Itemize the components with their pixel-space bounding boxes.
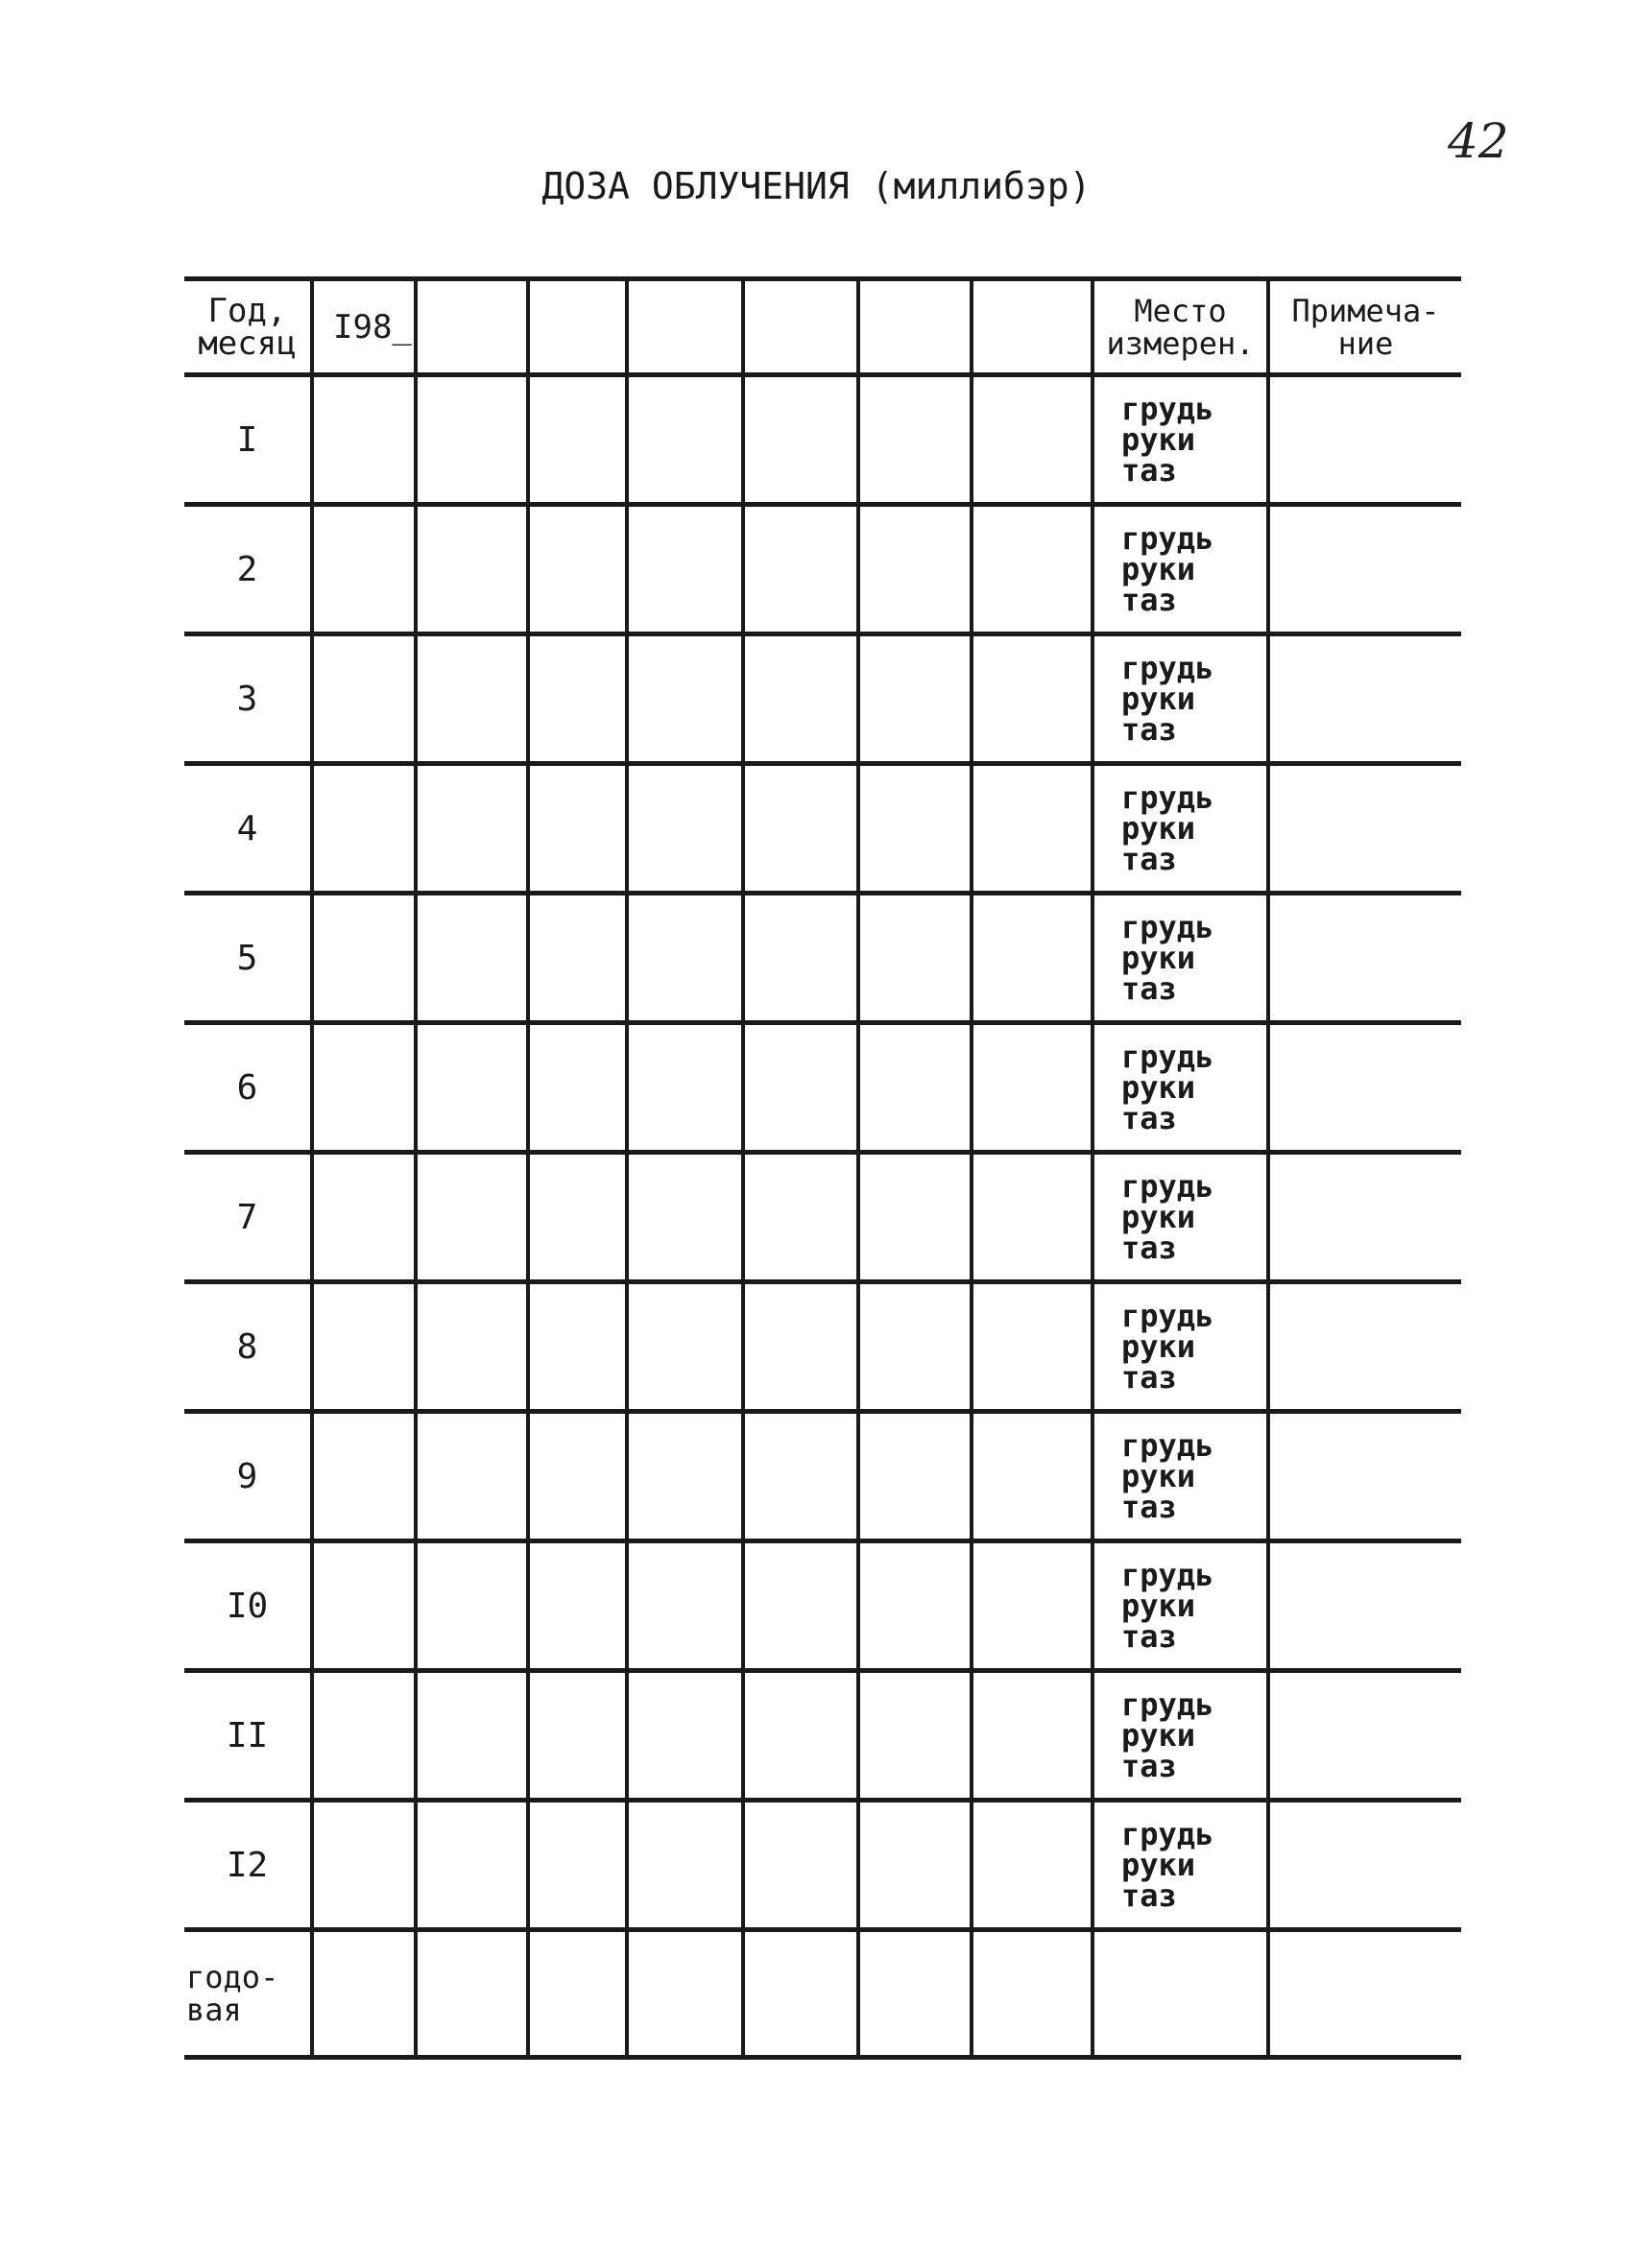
dose-entry-cell[interactable] xyxy=(743,764,858,894)
dose-entry-cell[interactable] xyxy=(627,1412,743,1541)
measurement-place-cell xyxy=(1093,505,1268,634)
dose-entry-cell[interactable] xyxy=(858,1023,972,1153)
dose-entry-cell[interactable] xyxy=(972,1282,1093,1412)
table-row xyxy=(184,764,1461,894)
header-cell-blank[interactable] xyxy=(858,279,972,375)
dose-entry-cell[interactable] xyxy=(312,894,416,1023)
header-cell-blank[interactable] xyxy=(972,279,1093,375)
dose-entry-cell[interactable] xyxy=(528,1412,627,1541)
annual-dose-cell[interactable] xyxy=(858,1930,972,2058)
header-row xyxy=(184,279,1461,375)
dose-entry-cell[interactable] xyxy=(312,1282,416,1412)
measurement-place-cell xyxy=(1093,764,1268,894)
dose-entry-cell[interactable] xyxy=(972,1541,1093,1671)
body-part-label: руки xyxy=(1121,1717,1196,1754)
dose-entry-cell[interactable] xyxy=(858,375,972,505)
dose-entry-cell[interactable] xyxy=(528,894,627,1023)
dose-entry-cell[interactable] xyxy=(416,894,528,1023)
header-year-month-line-1: Год, xyxy=(207,291,287,330)
header-cell-blank[interactable] xyxy=(743,279,858,375)
dose-entry-cell[interactable] xyxy=(528,764,627,894)
page-number: 42 xyxy=(1448,113,1509,169)
annual-place-cell[interactable] xyxy=(1093,1930,1268,2058)
dose-entry-cell[interactable] xyxy=(627,634,743,764)
dose-entry-cell[interactable] xyxy=(972,1412,1093,1541)
header-note xyxy=(1268,279,1461,375)
dose-entry-cell[interactable] xyxy=(416,1282,528,1412)
month-label: I0 xyxy=(184,1541,312,1671)
dose-entry-cell[interactable] xyxy=(858,1541,972,1671)
dose-entry-cell[interactable] xyxy=(743,1412,858,1541)
note-cell[interactable] xyxy=(1268,1023,1461,1153)
dose-entry-cell[interactable] xyxy=(858,634,972,764)
table-row xyxy=(184,1412,1461,1541)
measurement-place-cell xyxy=(1093,634,1268,764)
dose-entry-cell[interactable] xyxy=(972,375,1093,505)
dose-entry-cell[interactable] xyxy=(627,1801,743,1930)
body-part-label: грудь xyxy=(1121,1427,1214,1464)
measurement-place-cell xyxy=(1093,1801,1268,1930)
measurement-place-cell xyxy=(1093,1023,1268,1153)
note-cell[interactable] xyxy=(1268,505,1461,634)
dose-entry-cell[interactable] xyxy=(858,505,972,634)
dose-entry-cell[interactable] xyxy=(627,764,743,894)
dose-entry-cell[interactable] xyxy=(743,375,858,505)
note-cell[interactable] xyxy=(1268,1801,1461,1930)
body-part-label: руки xyxy=(1121,810,1196,847)
dose-entry-cell[interactable] xyxy=(972,1153,1093,1282)
month-label: 9 xyxy=(184,1412,312,1541)
dose-entry-cell[interactable] xyxy=(312,375,416,505)
annual-total-label xyxy=(184,1930,312,2058)
body-part-label: руки xyxy=(1121,1199,1196,1235)
body-part-label: грудь xyxy=(1121,1686,1214,1723)
measurement-place-cell xyxy=(1093,1153,1268,1282)
annual-dose-cell[interactable] xyxy=(743,1930,858,2058)
body-part-label: грудь xyxy=(1121,520,1214,557)
dose-entry-cell[interactable] xyxy=(858,1671,972,1801)
header-cell-blank[interactable] xyxy=(416,279,528,375)
dose-entry-cell[interactable] xyxy=(312,764,416,894)
dose-entry-cell[interactable] xyxy=(858,764,972,894)
header-cell-blank[interactable] xyxy=(627,279,743,375)
body-part-label: таз xyxy=(1121,1748,1177,1784)
dose-entry-cell[interactable] xyxy=(627,1023,743,1153)
dose-entry-cell[interactable] xyxy=(528,1282,627,1412)
dose-entry-cell[interactable] xyxy=(528,375,627,505)
header-year-month xyxy=(184,279,312,375)
table-row xyxy=(184,505,1461,634)
header-measurement-place-line-2: измерен. xyxy=(1106,324,1255,362)
body-part-label: грудь xyxy=(1121,1168,1214,1205)
dose-entry-cell[interactable] xyxy=(743,894,858,1023)
table-body xyxy=(184,279,1461,2058)
body-part-label: грудь xyxy=(1121,1816,1214,1852)
dose-entry-cell[interactable] xyxy=(416,764,528,894)
dose-entry-cell[interactable] xyxy=(312,1671,416,1801)
dose-entry-cell[interactable] xyxy=(743,1541,858,1671)
dose-entry-cell[interactable] xyxy=(416,1023,528,1153)
table-row xyxy=(184,1671,1461,1801)
table-row xyxy=(184,1023,1461,1153)
dose-entry-cell[interactable] xyxy=(972,1671,1093,1801)
dose-entry-cell[interactable] xyxy=(858,894,972,1023)
month-label: 2 xyxy=(184,505,312,634)
month-label: 8 xyxy=(184,1282,312,1412)
body-part-label: руки xyxy=(1121,680,1196,717)
dose-entry-cell[interactable] xyxy=(972,1023,1093,1153)
month-label: 6 xyxy=(184,1023,312,1153)
body-part-label: грудь xyxy=(1121,1039,1214,1075)
dose-entry-cell[interactable] xyxy=(627,505,743,634)
body-part-label: таз xyxy=(1121,1489,1177,1525)
note-cell[interactable] xyxy=(1268,1671,1461,1801)
body-part-label: таз xyxy=(1121,1618,1177,1655)
month-label: 4 xyxy=(184,764,312,894)
body-part-label: руки xyxy=(1121,1458,1196,1494)
dose-entry-cell[interactable] xyxy=(627,1153,743,1282)
body-part-label: руки xyxy=(1121,1588,1196,1624)
month-label: I xyxy=(184,375,312,505)
table-row xyxy=(184,375,1461,505)
dose-entry-cell[interactable] xyxy=(312,1153,416,1282)
dose-entry-cell[interactable] xyxy=(627,894,743,1023)
dose-entry-cell[interactable] xyxy=(416,1541,528,1671)
document-title: ДОЗА ОБЛУЧЕНИЯ (миллибэр) xyxy=(541,165,1092,207)
header-measurement-place xyxy=(1093,279,1268,375)
dose-entry-cell[interactable] xyxy=(528,1153,627,1282)
note-cell[interactable] xyxy=(1268,1412,1461,1541)
dose-entry-cell[interactable] xyxy=(528,1541,627,1671)
dose-entry-cell[interactable] xyxy=(416,375,528,505)
dose-entry-cell[interactable] xyxy=(972,764,1093,894)
note-cell[interactable] xyxy=(1268,1153,1461,1282)
dose-entry-cell[interactable] xyxy=(627,1541,743,1671)
note-cell[interactable] xyxy=(1268,1282,1461,1412)
dose-entry-cell[interactable] xyxy=(312,1412,416,1541)
annual-total-row xyxy=(184,1930,1461,2058)
header-note-line-1: Примеча- xyxy=(1291,292,1440,329)
annual-total-label-line: вая xyxy=(186,1992,242,2028)
dose-entry-cell[interactable] xyxy=(416,1801,528,1930)
measurement-place-cell xyxy=(1093,894,1268,1023)
dose-entry-cell[interactable] xyxy=(528,634,627,764)
annual-note-cell[interactable] xyxy=(1268,1930,1461,2058)
dose-entry-cell[interactable] xyxy=(972,894,1093,1023)
measurement-place-cell xyxy=(1093,1541,1268,1671)
note-cell[interactable] xyxy=(1268,894,1461,1023)
dose-entry-cell[interactable] xyxy=(528,505,627,634)
dose-entry-cell[interactable] xyxy=(743,1282,858,1412)
month-label: 5 xyxy=(184,894,312,1023)
dose-entry-cell[interactable] xyxy=(972,1801,1093,1930)
dose-entry-cell[interactable] xyxy=(416,1412,528,1541)
header-measurement-place-line-1: Место xyxy=(1134,292,1227,329)
table-row xyxy=(184,894,1461,1023)
body-part-label: руки xyxy=(1121,551,1196,587)
dose-entry-cell[interactable] xyxy=(312,634,416,764)
body-part-label: грудь xyxy=(1121,391,1214,427)
dose-entry-cell[interactable] xyxy=(627,1671,743,1801)
table-row xyxy=(184,1541,1461,1671)
body-part-label: руки xyxy=(1121,940,1196,976)
dose-entry-cell[interactable] xyxy=(743,634,858,764)
body-part-label: таз xyxy=(1121,582,1177,618)
dose-entry-cell[interactable] xyxy=(972,634,1093,764)
body-part-label: руки xyxy=(1121,1328,1196,1365)
dose-entry-cell[interactable] xyxy=(627,375,743,505)
dose-entry-cell[interactable] xyxy=(858,1412,972,1541)
annual-dose-cell[interactable] xyxy=(627,1930,743,2058)
body-part-label: грудь xyxy=(1121,779,1214,816)
dose-entry-cell[interactable] xyxy=(972,505,1093,634)
dose-entry-cell[interactable] xyxy=(312,1541,416,1671)
annual-total-label-line: годо- xyxy=(186,1959,279,1995)
dose-entry-cell[interactable] xyxy=(858,1282,972,1412)
dose-table xyxy=(184,276,1461,2060)
body-part-label: таз xyxy=(1121,1359,1177,1396)
measurement-place-cell xyxy=(1093,1671,1268,1801)
note-cell[interactable] xyxy=(1268,634,1461,764)
body-part-label: грудь xyxy=(1121,650,1214,686)
dose-entry-cell[interactable] xyxy=(416,634,528,764)
dose-entry-cell[interactable] xyxy=(627,1282,743,1412)
dose-entry-cell[interactable] xyxy=(858,1801,972,1930)
dose-entry-cell[interactable] xyxy=(858,1153,972,1282)
dose-entry-cell[interactable] xyxy=(416,1671,528,1801)
body-part-label: таз xyxy=(1121,452,1177,489)
dose-entry-cell[interactable] xyxy=(743,1023,858,1153)
measurement-place-cell xyxy=(1093,1282,1268,1412)
body-part-label: таз xyxy=(1121,1877,1177,1914)
dose-entry-cell[interactable] xyxy=(528,1671,627,1801)
dose-entry-cell[interactable] xyxy=(312,1801,416,1930)
body-part-label: руки xyxy=(1121,1069,1196,1106)
dose-entry-cell[interactable] xyxy=(743,1153,858,1282)
header-note-line-2: ние xyxy=(1337,324,1394,362)
month-label: II xyxy=(184,1671,312,1801)
dose-entry-cell[interactable] xyxy=(743,1801,858,1930)
table-row xyxy=(184,634,1461,764)
dose-entry-cell[interactable] xyxy=(312,1023,416,1153)
table-row xyxy=(184,1801,1461,1930)
month-label: 7 xyxy=(184,1153,312,1282)
month-label: I2 xyxy=(184,1801,312,1930)
table-row xyxy=(184,1282,1461,1412)
dose-entry-cell[interactable] xyxy=(528,1801,627,1930)
annual-dose-cell[interactable] xyxy=(416,1930,528,2058)
dose-entry-cell[interactable] xyxy=(416,1153,528,1282)
dose-entry-cell[interactable] xyxy=(528,1023,627,1153)
body-part-label: таз xyxy=(1121,1100,1177,1136)
annual-dose-cell[interactable] xyxy=(972,1930,1093,2058)
annual-dose-cell[interactable] xyxy=(312,1930,416,2058)
body-part-label: руки xyxy=(1121,1847,1196,1883)
header-cell-blank[interactable] xyxy=(528,279,627,375)
dose-entry-cell[interactable] xyxy=(743,1671,858,1801)
annual-dose-cell[interactable] xyxy=(528,1930,627,2058)
table-row xyxy=(184,1153,1461,1282)
note-cell[interactable] xyxy=(1268,375,1461,505)
body-part-label: таз xyxy=(1121,841,1177,877)
dose-entry-cell[interactable] xyxy=(743,505,858,634)
dose-entry-cell[interactable] xyxy=(416,505,528,634)
month-label: 3 xyxy=(184,634,312,764)
body-part-label: грудь xyxy=(1121,1557,1214,1593)
body-part-label: грудь xyxy=(1121,1298,1214,1334)
body-part-label: таз xyxy=(1121,711,1177,748)
body-part-label: руки xyxy=(1121,421,1196,458)
header-year-month-line-2: месяц xyxy=(198,323,297,363)
body-part-label: грудь xyxy=(1121,909,1214,945)
note-cell[interactable] xyxy=(1268,764,1461,894)
dose-entry-cell[interactable] xyxy=(312,505,416,634)
body-part-label: таз xyxy=(1121,1229,1177,1266)
body-part-label: таз xyxy=(1121,970,1177,1007)
measurement-place-cell xyxy=(1093,1412,1268,1541)
measurement-place-cell xyxy=(1093,375,1268,505)
note-cell[interactable] xyxy=(1268,1541,1461,1671)
header-year-field[interactable]: I98_ xyxy=(312,279,416,375)
